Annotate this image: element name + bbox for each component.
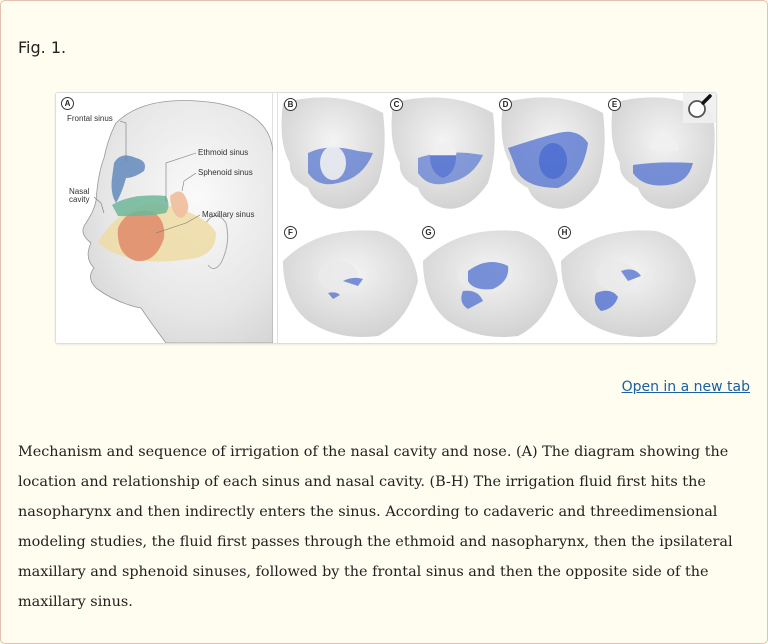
label-nasal-cavity-line1: Nasal [69,187,90,196]
label-ethmoid-sinus: Ethmoid sinus [198,148,249,157]
panel-label-c: C [390,98,403,111]
irrigation-sequence-illustration [278,93,717,343]
figure-title: Fig. 1. [18,38,67,57]
panel-a-anatomy [56,93,273,343]
figure-image[interactable] [55,92,717,344]
panel-label-e: E [608,98,621,111]
panel-label-g: G [422,226,435,239]
panel-label-a: A [61,97,74,110]
label-nasal-cavity-line2: cavity [69,195,90,204]
magnifier-icon [683,93,717,123]
panel-label-h: H [558,226,571,239]
panels-b-to-h [277,93,717,343]
label-sphenoid-sinus: Sphenoid sinus [198,168,253,177]
zoom-figure-button[interactable] [683,93,717,123]
label-maxillary-sinus: Maxillary sinus [202,210,255,219]
panel-label-f: F [284,226,297,239]
figure-caption: Mechanism and sequence of irrigation of the nasal cavity and nose. (A) The diagram showing the location and relationship of each sinus and nasal cavity. (B-H) The irrigation fluid first hits the nasopharynx and then indirectly enters the sinus. According to cadaveric and threedimensional modeling studies, the fluid first passes through the ethmoid and nasopharynx, then the ipsilateral maxillary and sphenoid sinuses, followed by the frontal sinus and then the opposite side of the maxillary sinus. [18,444,733,610]
panel-label-d: D [499,98,512,111]
open-in-new-tab-link[interactable]: Open in a new tab [621,379,750,395]
panel-label-b: B [284,98,297,111]
label-frontal-sinus: Frontal sinus [67,114,113,123]
